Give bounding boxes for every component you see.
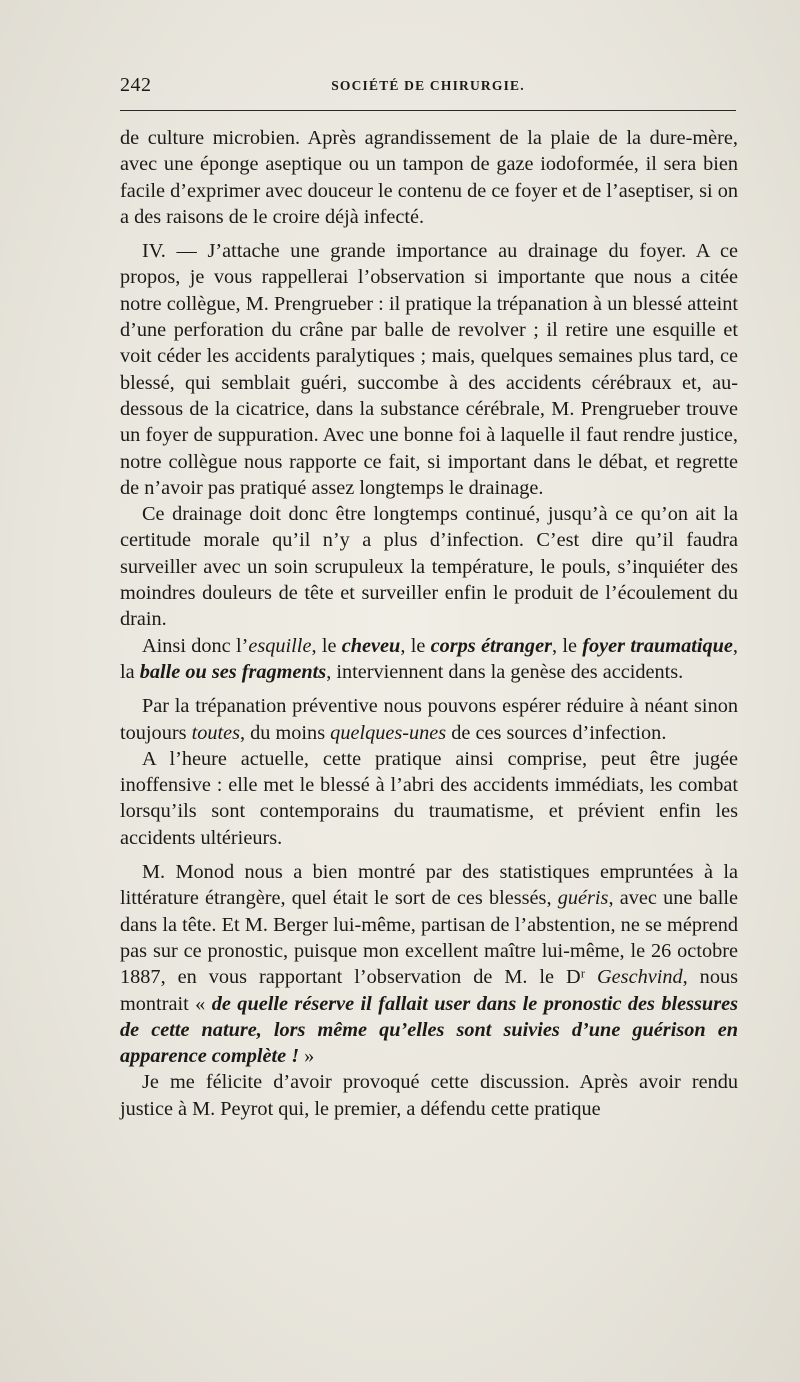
paragraph-7-text: , avec une balle dans la tête. Et M. Berger lui-même, partisan de l’abstention, ne se méprend pas sur ce pronostic, puisque mon excellent maître lui-même, le 26 octobre 1887, en vous rapportant l’observation de M. le Dʳ bbox=[120, 887, 738, 989]
paragraph-2: IV. — J’attache une grande importance au drainage du foyer. A ce propos, je vous rappellerai l’observation si importante que nous a citée notre collègue, M. Prengrueber : il pratique la trépanation à un blessé atteint d’une perforation du crâne par balle de revolver ; il retire une esquille et voit céder les accidents paralytiques ; mais, quelques semaines plus tard, ce blessé, qui semblait guéri, succombe à des accidents cérébraux et, au-dessous de la cicatrice, dans la substance cérébrale, M. Prengrueber trouve un foyer de suppuration. Avec une bonne foi à laquelle il faut rendre justice, notre collègue nous rapporte ce fait, si important dans le débat, et regrette de n’avoir pas pratiqué assez longtemps le drainage. bbox=[120, 240, 738, 499]
running-title: SOCIÉTÉ DE CHIRURGIE. bbox=[331, 78, 525, 93]
emphasis-gueris: guéris bbox=[557, 887, 609, 910]
paragraph-7-text: , nous montrait « bbox=[120, 966, 738, 1015]
paragraph-4-text: , le bbox=[551, 634, 583, 657]
paragraph-4-text: , le bbox=[311, 634, 342, 657]
emphasis-geschvind: Geschvind bbox=[597, 966, 683, 989]
paragraph-3: Ce drainage doit donc être longtemps continué, jusqu’à ce qu’on ait la certitude morale qu’il n’y a plus d’infection. C’est dire qu’il faudra surveiller avec un soin scrupuleux la température, le pouls, s’inquiéter des moindres douleurs de tête et surveiller enfin le produit de l’écoulement du drain. bbox=[120, 503, 738, 631]
paragraph-4-text: Ainsi donc l’ bbox=[142, 634, 249, 657]
emphasis-toutes: toutes bbox=[191, 721, 241, 744]
page-number: 242 bbox=[120, 74, 152, 96]
page-header bbox=[120, 74, 736, 102]
paragraph-4-text: , interviennent dans la genèse des accidents. bbox=[326, 660, 684, 683]
paragraph-4 bbox=[120, 633, 738, 686]
paragraph-4-text: , la bbox=[120, 634, 738, 683]
quotation-reserve: de quelle réserve il fallait user dans le pronostic des blessures de cette nature, lors même qu’elles sont suivies d’une guérison en apparence complète ! bbox=[120, 992, 739, 1068]
body-text bbox=[120, 125, 738, 1122]
emphasis-balle-fragments: balle ou ses fragments bbox=[139, 660, 327, 683]
paragraph-7 bbox=[120, 859, 738, 1069]
emphasis-foyer-traumatique: foyer traumatique bbox=[582, 634, 733, 657]
emphasis-esquille: esquille bbox=[248, 634, 312, 657]
paragraph-7-text: » bbox=[299, 1045, 315, 1068]
paragraph-7-text: M. Monod nous a bien montré par des statistiques empruntées à la littérature étrangère, quel était le sort de ces blessés, bbox=[120, 861, 738, 910]
emphasis-cheveu: cheveu bbox=[341, 634, 401, 657]
emphasis-quelques-unes: quelques-unes bbox=[330, 721, 447, 744]
paragraph-4-text: , le bbox=[400, 634, 431, 657]
paragraph-8: Je me félicite d’avoir provoqué cette discussion. Après avoir rendu justice à M. Peyrot qui, le premier, a défendu cette pratique bbox=[120, 1071, 738, 1120]
paragraph-5 bbox=[120, 693, 738, 746]
paragraph-6: A l’heure actuelle, cette pratique ainsi comprise, peut être jugée inoffensive : elle met le blessé à l’abri des accidents immédiats, les combat lorsqu’ils sont contemporains du traumatisme, et prévient enfin les accidents ultérieurs. bbox=[120, 747, 738, 849]
header-rule bbox=[120, 110, 736, 111]
paragraph-5-text: , du moins bbox=[240, 721, 331, 744]
paragraph-5-text: Par la trépanation préventive nous pouvons espérer réduire à néant sinon toujours bbox=[120, 695, 738, 744]
paragraph-1: de culture microbien. Après agrandissement de la plaie de la dure-mère, avec une éponge aseptique ou un tampon de gaze iodoformée, il sera bien facile d’exprimer avec douceur le contenu de ce foyer et de l’aseptiser, si on a des raisons de le croire déjà infecté. bbox=[120, 127, 738, 228]
paragraph-5-text: de ces sources d’infection. bbox=[446, 721, 667, 744]
emphasis-corps-etranger: corps étranger bbox=[430, 634, 552, 657]
